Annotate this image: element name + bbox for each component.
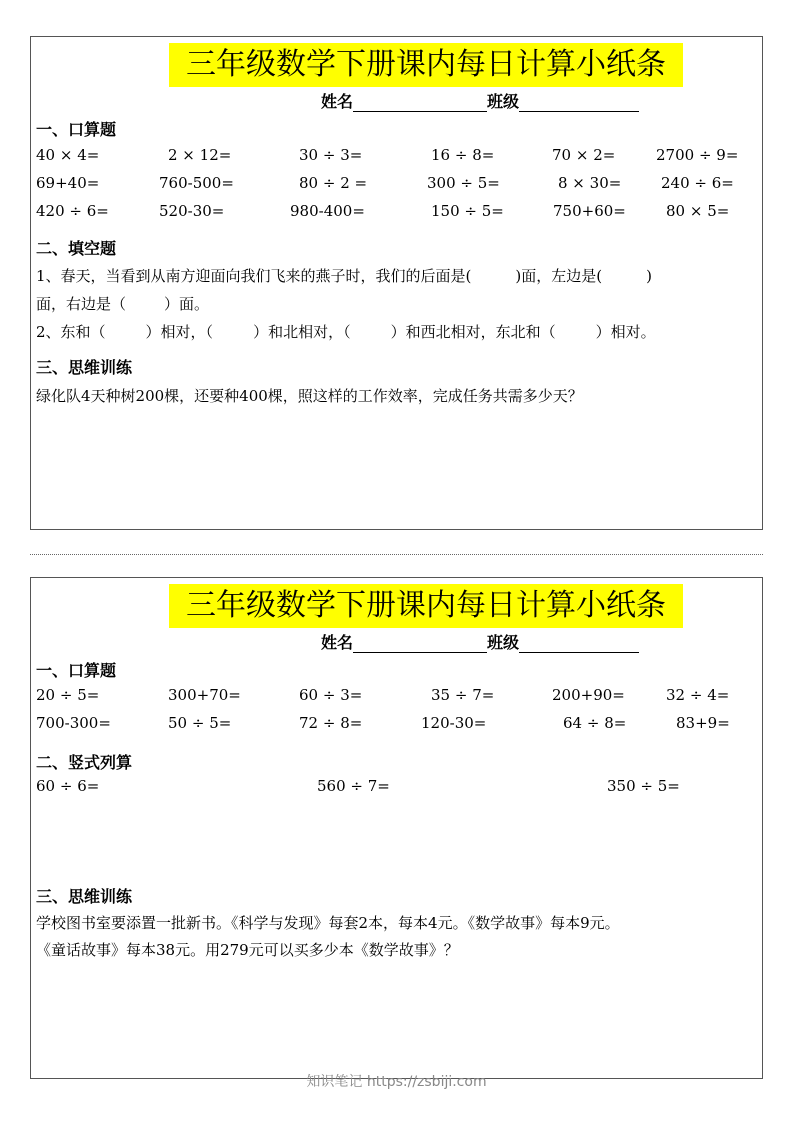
equation: 760-500=: [159, 174, 234, 192]
section-oral-calc: 一、口算题: [36, 120, 117, 139]
class-blank[interactable]: [519, 93, 639, 112]
worksheet-card-1: [30, 36, 763, 530]
fill-text: ）和北相对，（: [253, 323, 351, 341]
fill-text: 1、春天，当看到从南方迎面向我们飞来的燕子时，我们的后面是(: [36, 267, 472, 285]
word-problem-line-1: 学校图书室要添置一批新书。《科学与发现》每套2本，每本4元。《数学故事》每本9元。: [36, 914, 620, 932]
section-fill-blank: 二、填空题: [36, 239, 117, 258]
equation: 69+40=: [36, 174, 100, 192]
equation: 8 × 30=: [558, 174, 622, 192]
equation: 750+60=: [553, 202, 626, 220]
equation: 60 ÷ 6=: [36, 777, 100, 795]
footer-watermark: 知识笔记 https://zsbiji.com: [306, 1074, 487, 1090]
equation: 560 ÷ 7=: [317, 777, 390, 795]
section-thinking: 三、思维训练: [36, 887, 133, 906]
name-class-row: [321, 89, 639, 112]
name-class-row: [321, 630, 639, 653]
equation: 2700 ÷ 9=: [656, 146, 739, 164]
section-thinking: 三、思维训练: [36, 358, 133, 377]
equation: 520-30=: [159, 202, 225, 220]
name-blank[interactable]: [353, 93, 487, 112]
class-blank[interactable]: [519, 634, 639, 653]
equation: 700-300=: [36, 714, 111, 732]
name-blank[interactable]: [353, 634, 487, 653]
equation: 40 × 4=: [36, 146, 100, 164]
equation: 80 ÷ 2 =: [299, 174, 368, 192]
equation: 50 ÷ 5=: [168, 714, 232, 732]
equation: 64 ÷ 8=: [563, 714, 627, 732]
equation: 16 ÷ 8=: [431, 146, 495, 164]
name-label: 姓名: [321, 92, 354, 111]
worksheet-title: 三年级数学下册课内每日计算小纸条: [169, 584, 683, 628]
equation: 350 ÷ 5=: [607, 777, 680, 795]
equation: 20 ÷ 5=: [36, 686, 100, 704]
word-problem-line-2: 《童话故事》每本38元。用279元可以买多少本《数学故事》？: [36, 941, 459, 959]
fill-question-1-line-2: [36, 293, 209, 314]
equation: 980-400=: [290, 202, 365, 220]
equation: 2 × 12=: [168, 146, 232, 164]
fill-text: ）和西北相对，东北和（: [390, 323, 556, 341]
equation: 30 ÷ 3=: [299, 146, 363, 164]
fill-question-1-line-1: [36, 265, 652, 286]
worksheet-title: 三年级数学下册课内每日计算小纸条: [169, 43, 683, 87]
fill-text: ）相对。: [595, 323, 656, 341]
equation: 200+90=: [552, 686, 625, 704]
fill-text: 2、东和（: [36, 323, 106, 341]
equation: 70 × 2=: [552, 146, 616, 164]
class-label: 班级: [487, 92, 520, 111]
section-oral-calc: 一、口算题: [36, 661, 117, 680]
word-problem: 绿化队4天种树200棵，还要种400棵，照这样的工作效率，完成任务共需多少天？: [36, 387, 583, 405]
equation: 150 ÷ 5=: [431, 202, 504, 220]
equation: 300 ÷ 5=: [427, 174, 500, 192]
equation: 32 ÷ 4=: [666, 686, 730, 704]
fill-text: )面，左边是(: [515, 267, 603, 285]
name-label: 姓名: [321, 633, 354, 652]
equation: 35 ÷ 7=: [431, 686, 495, 704]
fill-text: ): [646, 267, 652, 285]
equation: 420 ÷ 6=: [36, 202, 109, 220]
equation: 80 × 5=: [666, 202, 730, 220]
fill-question-2: [36, 321, 656, 342]
equation: 120-30=: [421, 714, 487, 732]
equation: 240 ÷ 6=: [661, 174, 734, 192]
fill-text: 面，右边是（: [36, 295, 127, 313]
cut-line-divider: [30, 554, 763, 555]
worksheet-card-2: [30, 577, 763, 1079]
equation: 300+70=: [168, 686, 241, 704]
equation: 60 ÷ 3=: [299, 686, 363, 704]
fill-text: ）面。: [164, 295, 210, 313]
section-vertical-calc: 二、竖式列算: [36, 753, 133, 772]
equation: 72 ÷ 8=: [299, 714, 363, 732]
equation: 83+9=: [676, 714, 730, 732]
fill-text: ）相对，（: [145, 323, 214, 341]
class-label: 班级: [487, 633, 520, 652]
